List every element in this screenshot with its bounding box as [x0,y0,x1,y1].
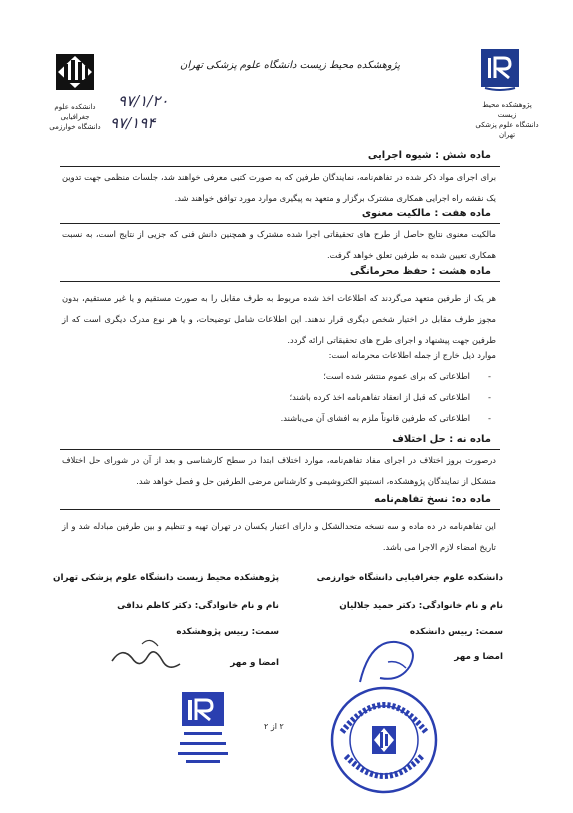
section-title-9: ماده نه : حل اختلاف [392,434,491,445]
environment-institute-stamp-icon [176,690,230,768]
page-number: ۲ از ۲ [264,722,284,731]
party-right-org: دانشکده علوم جغرافیایی دانشگاه خوارزمی [316,573,503,583]
right-logo-caption: پژوهشکده محیط زیست دانشگاه علوم پزشکی تهران [475,101,539,139]
handwritten-number: ۹۷/۱۹۴ [110,114,156,132]
party-right-position: سمت: رییس دانشکده [409,627,503,637]
party-left-org: پژوهشکده محیط زیست دانشگاه علوم پزشکی تهران [53,573,279,583]
section-title-8: ماده هشت : حفظ محرمانگی [350,266,491,277]
section-text-8-b: موارد ذیل خارج از جمله اطلاعات محرمانه است: [328,350,496,360]
section-title-6: ماده شش : شیوه اجرایی [367,150,491,161]
handwritten-signature-left [92,626,202,686]
divider [60,509,500,510]
party-right-sign-label: امضا و مهر [454,652,503,662]
section-title-7: ماده هفت : مالکیت معنوی [361,208,491,219]
party-left-name: نام و نام خانوادگی: دکتر کاظم ندافی [117,601,279,611]
party-left-position: سمت: رییس پژوهشکده [176,627,279,637]
section-text-10: این تفاهم‌نامه در ده ماده و سه نسخه متحدالشکل و دارای اعتبار یکسان در تهران تهیه و تنظیم و بین طرفین مبادله شد و از تاریخ امضاء لازم الاجرا می باشد. [62,521,496,552]
party-left-sign-label: امضا و مهر [230,658,279,668]
section-text-7: مالکیت معنوی نتایج حاصل از طرح های تحقیقاتی اجرا شده مشترک و همچنین دانش فنی که جزیی از نتایج است، به نسبت همکاری تعیین شده به طرفین تعلق خواهد گرفت. [62,229,496,260]
list-item: -اطلاعاتی که برای عموم منتشر شده است؛ [323,371,491,381]
handwritten-date: ۹۷/۱/۲۰ [118,92,169,110]
section-text-6: برای اجرای مواد ذکر شده در تفاهم‌نامه، نمایندگان طرفین که به صورت کتبی معرفی خواهند شد، جلسات منظمی جهت تدوین یک نقشه راه اجرایی همکاری مشترک برگزار و متعهد به پیگیری موارد مورد توافق خواهند شد. [62,172,496,203]
list-item: -اطلاعاتی که قبل از انعقاد تفاهم‌نامه اخذ کرده باشند؛ [289,392,491,402]
left-logo-caption: دانشکده علوم جغرافیایی دانشگاه خوارزمی [49,103,101,131]
party-right-name: نام و نام خانوادگی: دکتر حمید جلالیان [339,601,503,611]
letterhead-title: پژوهشکده محیط زیست دانشگاه علوم پزشکی تهران [179,60,401,71]
environment-institute-logo-icon [480,48,520,94]
kharazmi-seal-icon [328,684,440,796]
list-item: -اطلاعاتی که طرفین قانوناً ملزم به افشای آن می‌باشند. [280,413,491,423]
section-text-9: درصورت بروز اختلاف در اجرای مفاد تفاهم‌نامه، موارد اختلاف ابتدا در سطح کارشناسی و بعد از آن در شورای حل اختلاف متشکل از نمایندگان پژوهشکده، انستیتو الکتروشیمی و کارشناس مرضی الطرفین حل و فصل خواهد شد. [62,455,496,486]
handwritten-signature-right [350,632,430,690]
section-title-10: ماده ده: نسخ تفاهم‌نامه [374,494,491,505]
section-text-8: هر یک از طرفین متعهد می‌گردند که اطلاعات اخذ شده مربوط به طرف مقابل را به صورت مستقیم و یا غیر مستقیم، بدون مجوز طرف مقابل در اختیار شخص دیگری قرار ندهند. این اطلاعات شامل توضیحات، و یا هر نوع مدرک دیگری است که از طرفین جهت پیشنهاد و اجرای طرح های تحقیقاتی ارائه گردد. [62,293,496,345]
kharazmi-university-logo-icon [52,50,98,94]
divider [60,281,500,282]
